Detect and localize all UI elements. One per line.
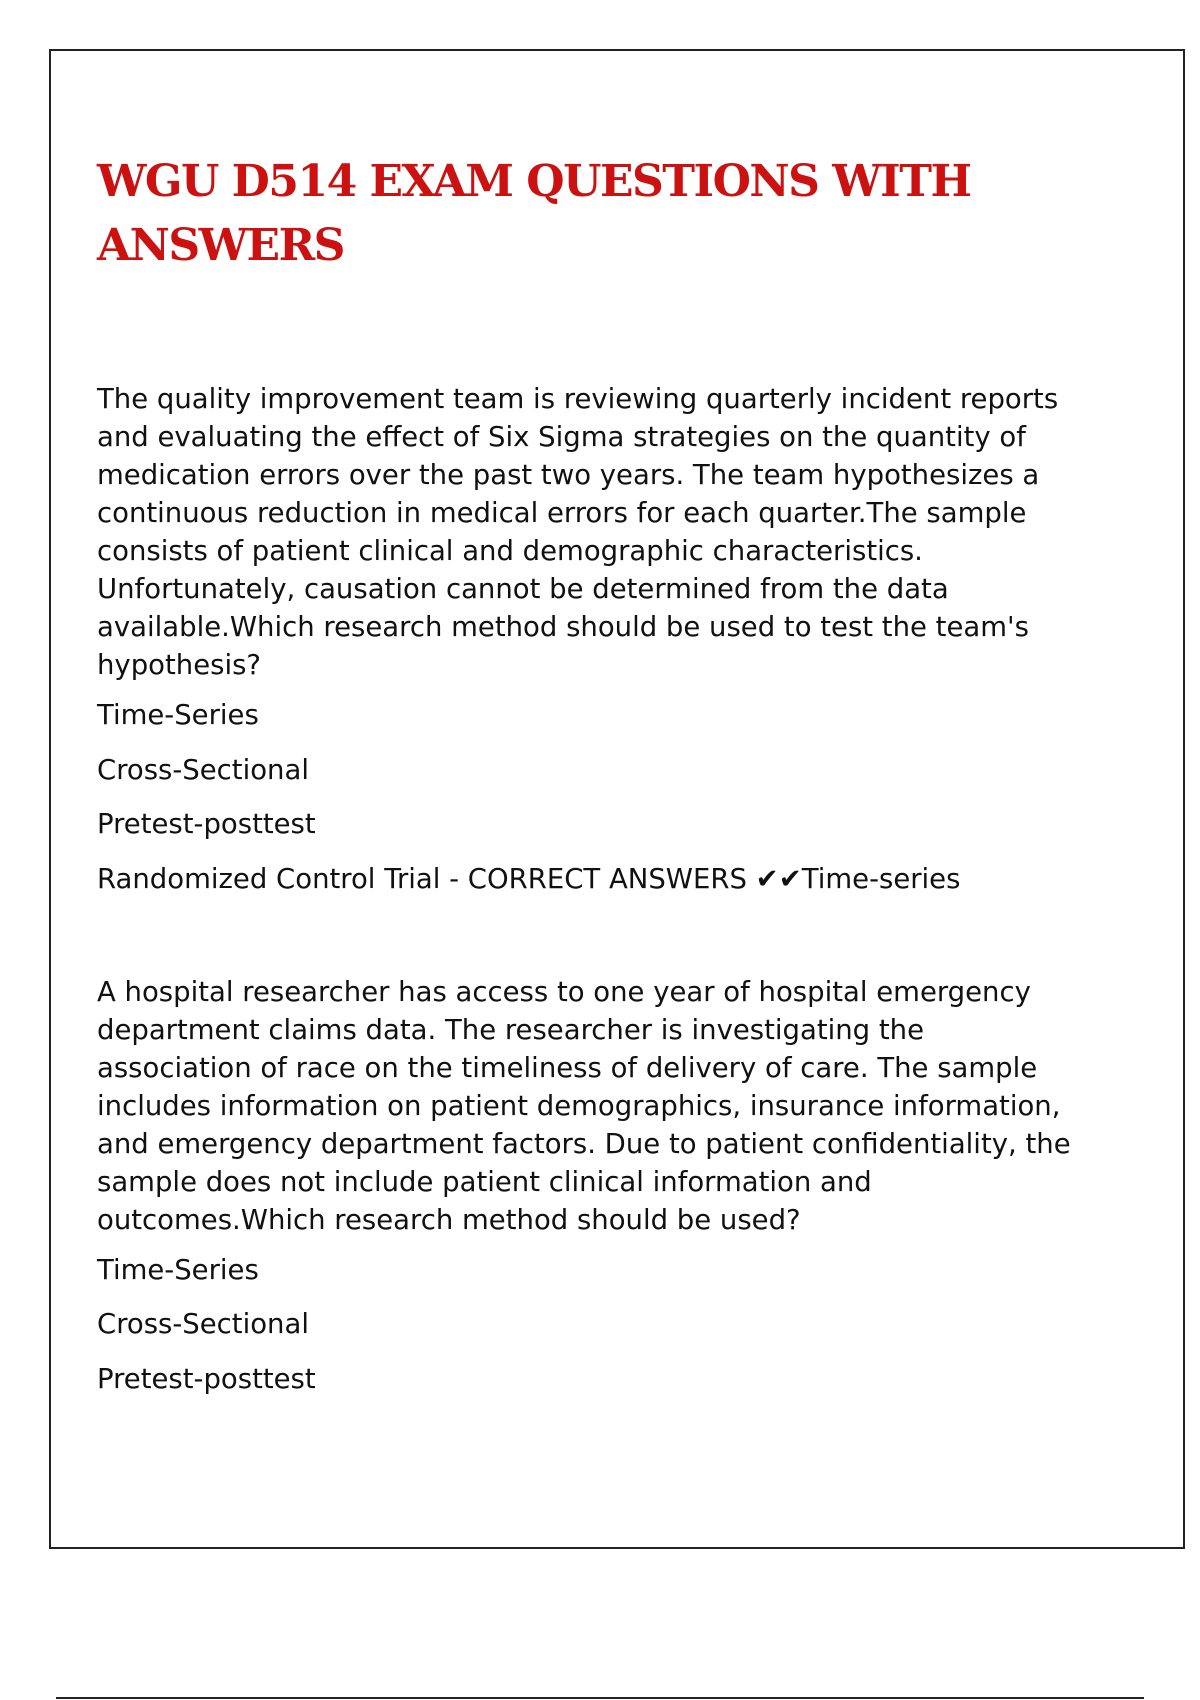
question-text: A hospital researcher has access to one year of hospital emergency department claims data. The researcher is investigating the association of race on the timeliness of delivery of care. The sample includes information on patient demographics, insurance information, and emergency department factors. Due to patient confidentiality, the sample does not include patient clinical information and outcomes.Which research method should be used?: [97, 975, 1071, 1236]
document-content: [97, 150, 1087, 1414]
question-text: The quality improvement team is reviewing quarterly incident reports and evaluating the effect of Six Sigma strategies on the quantity of medication errors over the past two years. The team hypothesizes a continuous reduction in medical errors for each quarter.The sample consists of patient clinical and demographic characteristics. Unfortunately, causation cannot be determined from the data available.Which research method should be used to test the team's hypothesis?: [97, 383, 1059, 681]
answer-option: Time-Series: [97, 1253, 259, 1286]
answer-option: Pretest-posttest: [97, 808, 316, 840]
answer-options: [97, 696, 1087, 898]
answer-option: Cross-Sectional: [97, 1308, 309, 1340]
question-block-2: [97, 973, 1087, 1398]
answer-option: Cross-Sectional: [97, 753, 309, 786]
answer-option-with-correct-answer: Randomized Control Trial - CORRECT ANSWERS ✔✔Time-series: [97, 862, 961, 895]
answer-options: [97, 1251, 1087, 1398]
document-title: WGU D514 EXAM QUESTIONS WITH ANSWERS: [97, 156, 971, 271]
answer-option: Pretest-posttest: [97, 1362, 316, 1395]
bottom-divider: [56, 1697, 1144, 1699]
answer-option: Time-Series: [97, 699, 259, 731]
question-block-1: [97, 380, 1087, 898]
